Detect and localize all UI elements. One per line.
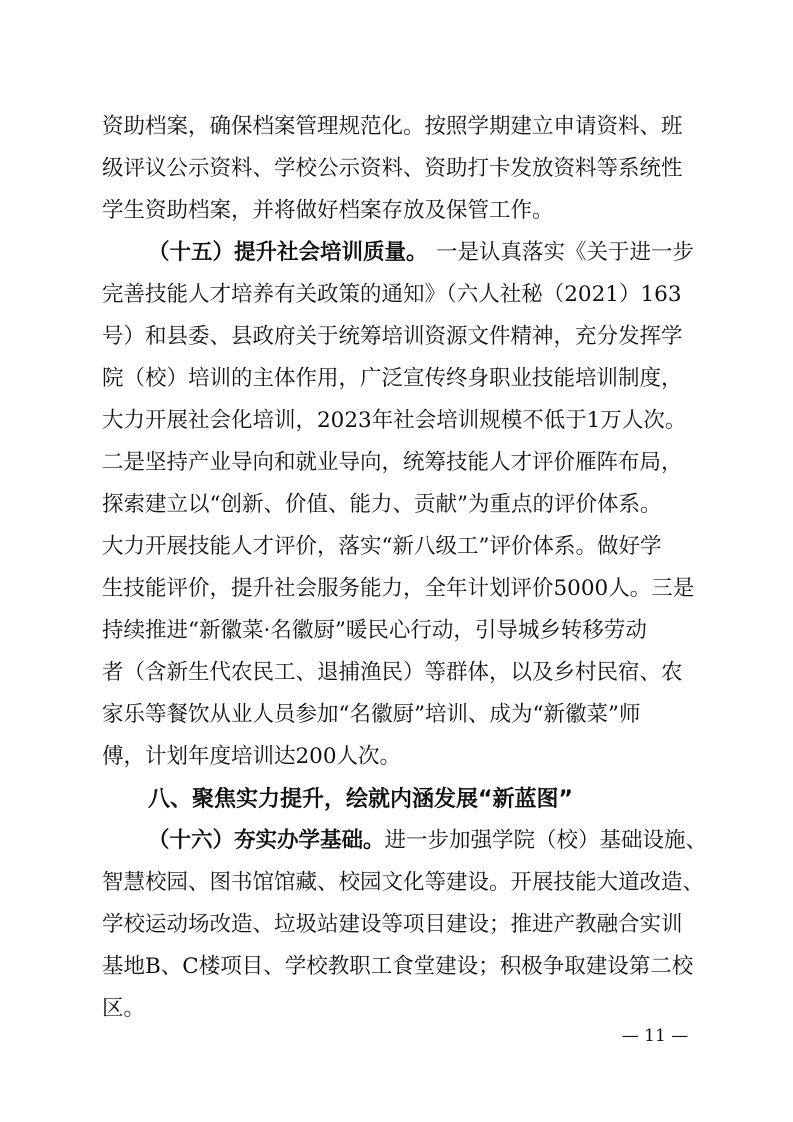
section-subtitle: （十五）提升社会培训质量。 [148,240,428,265]
text-line: 学生资助档案，并将做好档案存放及保管工作。 [102,198,554,223]
text-line: 生技能评价，提升社会服务能力，全年计划评价5000人。三是 [102,576,695,601]
text-line: 学校运动场改造、垃圾站建设等项目建设；推进产教融合实训 [102,912,683,937]
page-number: — 11 — [621,1026,689,1046]
paragraph-first-line [148,826,708,856]
text-line: 智慧校园、图书馆馆藏、校园文化等建设。开展技能大道改造、 [102,870,705,895]
text-line: 二是坚持产业导向和就业导向，统筹技能人才评价雁阵布局， [102,450,683,475]
text-line: 院（校）培训的主体作用，广泛宣传终身职业技能培训制度， [102,366,683,391]
text-run: 一是认真落实《关于进一步 [435,240,694,265]
text-line: 区。 [102,996,146,1021]
text-line: 探索建立以“创新、价值、能力、贡献”为重点的评价体系。 [102,492,662,517]
text-line: 者（含新生代农民工、退捕渔民）等群体，以及乡村民宿、农 [102,660,683,685]
text-line: 家乐等餐饮从业人员参加“名徽厨”培训、成为“新徽菜”师 [102,702,641,727]
text-line: 资助档案，确保档案管理规范化。按照学期建立申请资料、班 [102,114,683,139]
paragraph-first-line [148,238,694,268]
text-run: 进一步加强学院（校）基础设施、 [384,828,708,853]
text-line: 大力开展社会化培训，2023年社会培训规模不低于1万人次。 [102,408,687,433]
text-line: 级评议公示资料、学校公示资料、资助打卡发放资料等系统性 [102,156,683,181]
text-line: 完善技能人才培养有关政策的通知》（六人社秘（2021）163 [102,282,682,307]
text-line: 持续推进“新徽菜·名徽厨”暖民心行动，引导城乡转移劳动 [102,618,647,643]
section-heading: 八、聚焦实力提升，绘就内涵发展“新蓝图” [148,787,573,812]
section-subtitle: （十六）夯实办学基础。 [148,828,385,853]
text-line: 基地B、C楼项目、学校教职工食堂建设；积极争取建设第二校 [102,954,694,979]
text-line: 号）和县委、县政府关于统筹培训资源文件精神，充分发挥学 [102,324,683,349]
text-line: 傅，计划年度培训达200人次。 [102,744,402,769]
text-line: 大力开展技能人才评价，落实“新八级工”评价体系。做好学 [102,534,662,559]
